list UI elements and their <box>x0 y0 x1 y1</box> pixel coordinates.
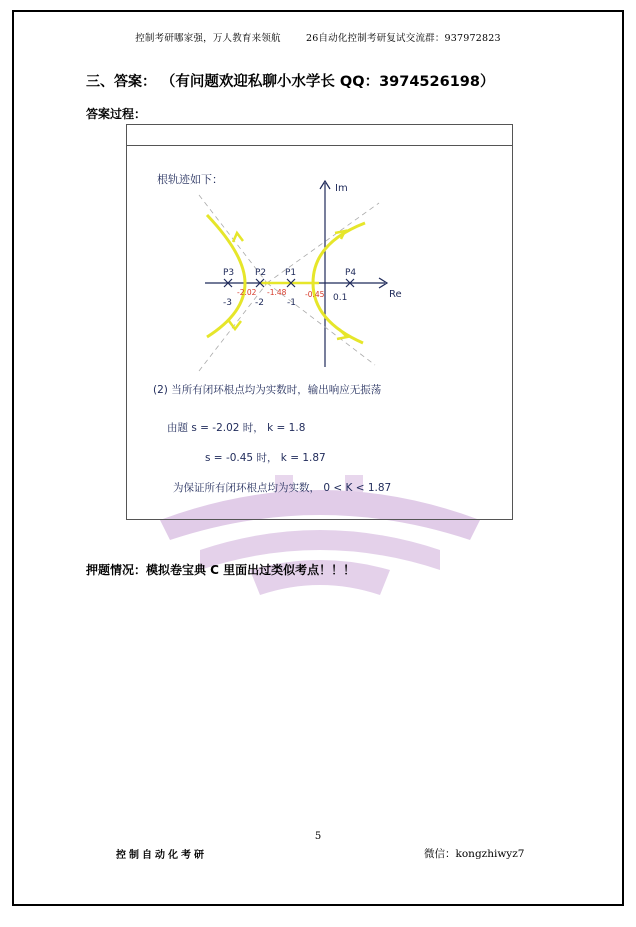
pole-label-p2: P2 <box>255 268 267 278</box>
re-label: Re <box>389 289 402 300</box>
im-label: Im <box>335 183 348 194</box>
header-left-text: 控制考研哪家强，万人教育来领航 <box>135 33 281 44</box>
footer-left-text: 控制自动化考研 <box>116 850 207 861</box>
answer-heading <box>86 70 494 91</box>
pole-label-p4: P4 <box>345 268 357 278</box>
tick-minus-3: -3 <box>223 298 232 308</box>
page-header <box>0 30 636 44</box>
answer-title: 三、答案： <box>86 74 156 90</box>
arrow-left-upper <box>233 233 243 242</box>
hw-line-4: 为保证所有闭环根点均为实数， 0 < K < 1.87 <box>173 482 392 494</box>
red-label-202: -2.02 <box>237 288 257 297</box>
red-label-045: -0.45 <box>305 290 325 299</box>
footer-right-text: 微信：kongzhiwyz7 <box>424 848 525 860</box>
prediction-note: 押题情况：模拟卷宝典 C 里面出过类似考点！！！ <box>86 563 356 577</box>
pole-label-p1: P1 <box>285 268 297 278</box>
page-number: 5 <box>314 831 322 842</box>
tick-minus-1: -1 <box>287 298 296 308</box>
hw-line-2: 由题 s = -2.02 时， k = 1.8 <box>167 422 306 434</box>
handwritten-root-locus <box>127 125 514 521</box>
hw-line-3: s = -0.45 时， k = 1.87 <box>205 452 326 464</box>
answer-contact-note: （有问题欢迎私聊小水学长 QQ：3974526198） <box>160 74 495 90</box>
asymptote-3 <box>267 203 379 283</box>
hw-heading: 根轨迹如下： <box>157 173 223 186</box>
red-label-148: -1.48 <box>267 288 287 297</box>
pole-label-p3: P3 <box>223 268 235 278</box>
hw-line-1: (2) 当所有闭环根点均为实数时，输出响应无振荡 <box>153 384 382 396</box>
tick-0-1: 0.1 <box>333 293 348 303</box>
answer-image-box <box>126 124 513 520</box>
process-label: 答案过程： <box>86 107 147 121</box>
tick-minus-2: -2 <box>255 298 264 308</box>
header-right-text: 26自动化控制考研复试交流群：937972823 <box>305 33 501 44</box>
